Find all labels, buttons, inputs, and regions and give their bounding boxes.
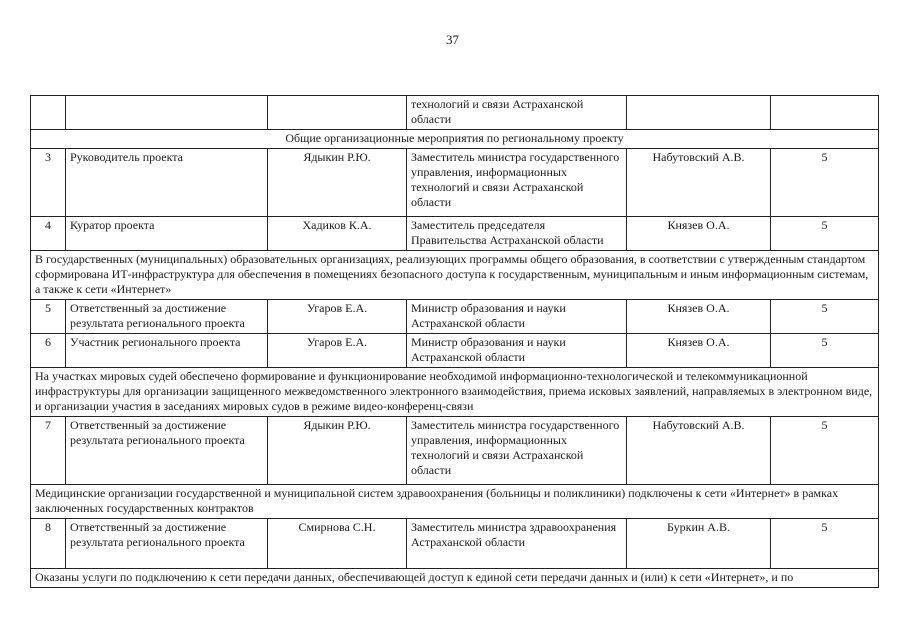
row-number: 7: [31, 417, 66, 485]
role-cell: Ответственный за достижение результата регионального проекта: [66, 300, 268, 334]
section-row: [31, 251, 879, 300]
position-cell: Министр образования и науки Астраханской области: [407, 334, 627, 368]
position-cell: Заместитель председателя Правительства Астраханской области: [407, 217, 627, 251]
supervisor-cell: Князев О.А.: [627, 217, 771, 251]
page-number: 37: [446, 32, 459, 47]
row-number: 5: [31, 300, 66, 334]
section-general-title: Общие организационные мероприятия по региональному проекту: [31, 130, 879, 149]
role-cell: Ответственный за достижение результата регионального проекта: [66, 417, 268, 485]
role-cell: Руководитель проекта: [66, 149, 268, 217]
involvement-cell: 5: [771, 519, 879, 569]
table-row: [31, 217, 879, 251]
involvement-cell: 5: [771, 300, 879, 334]
row-number: 6: [31, 334, 66, 368]
section-edu-title: В государственных (муниципальных) образовательных организациях, реализующих программы общего образования, в соответствии с утвержденным стандартом сформирована ИТ-инфраструктура для обеспечения в помещениях безопасного доступа к государственным, муниципальным и иным информационным системам, а также к сети «Интернет»: [31, 251, 879, 300]
involvement-cell: 5: [771, 149, 879, 217]
participants-table: [30, 95, 879, 588]
involvement-cell: 5: [771, 334, 879, 368]
position-cell: Заместитель министра государственного управления, информационных технологий и связи Астраханской области: [407, 417, 627, 485]
table-row: [31, 519, 879, 569]
involvement-cell: 5: [771, 217, 879, 251]
name-cell: Угаров Е.А.: [268, 334, 407, 368]
table-row: [31, 300, 879, 334]
position-cell: Министр образования и науки Астраханской области: [407, 300, 627, 334]
section-row: [31, 485, 879, 519]
position-cell: Заместитель министра государственного управления, информационных технологий и связи Астраханской области: [407, 149, 627, 217]
supervisor-cell: Набутовский А.В.: [627, 149, 771, 217]
role-cell: Ответственный за достижение результата регионального проекта: [66, 519, 268, 569]
table-row: [31, 149, 879, 217]
section-medical-title: Медицинские организации государственной и муниципальной систем здравоохранения (больницы и поликлиники) подключены к сети «Интернет» в рамках заключенных государственных контрактов: [31, 485, 879, 519]
supervisor-cell: Буркин А.В.: [627, 519, 771, 569]
supervisor-cell: Князев О.А.: [627, 334, 771, 368]
row-number: 4: [31, 217, 66, 251]
section-courts-title: На участках мировых судей обеспечено формирование и функционирование необходимой информационно-технологической и телекоммуникационной инфраструктуры для организации защищенного межведомственного электронного взаимодействия, приема исковых заявлений, направляемых в электронном виде, и организации участия в заседаниях мировых судов в режиме видео-конференц-связи: [31, 368, 879, 417]
supervisor-cell: Князев О.А.: [627, 300, 771, 334]
section-row: [31, 130, 879, 149]
section-row: [31, 368, 879, 417]
table-row: [31, 417, 879, 485]
name-cell: Смирнова С.Н.: [268, 519, 407, 569]
involvement-cell: 5: [771, 417, 879, 485]
row-number: 3: [31, 149, 66, 217]
role-cell: Участник регионального проекта: [66, 334, 268, 368]
name-cell: Угаров Е.А.: [268, 300, 407, 334]
position-cell: технологий и связи Астраханской области: [407, 96, 627, 130]
position-cell: Заместитель министра здравоохранения Астраханской области: [407, 519, 627, 569]
name-cell: Хадиков К.А.: [268, 217, 407, 251]
supervisor-cell: Набутовский А.В.: [627, 417, 771, 485]
name-cell: Ядыкин Р.Ю.: [268, 149, 407, 217]
section-services-title: Оказаны услуги по подключению к сети передачи данных, обеспечивающей доступ к единой сети передачи данных и (или) к сети «Интернет», и по: [31, 569, 879, 588]
role-cell: Куратор проекта: [66, 217, 268, 251]
table-row: [31, 334, 879, 368]
name-cell: Ядыкин Р.Ю.: [268, 417, 407, 485]
table-row: [31, 96, 879, 130]
section-row: [31, 569, 879, 588]
row-number: 8: [31, 519, 66, 569]
